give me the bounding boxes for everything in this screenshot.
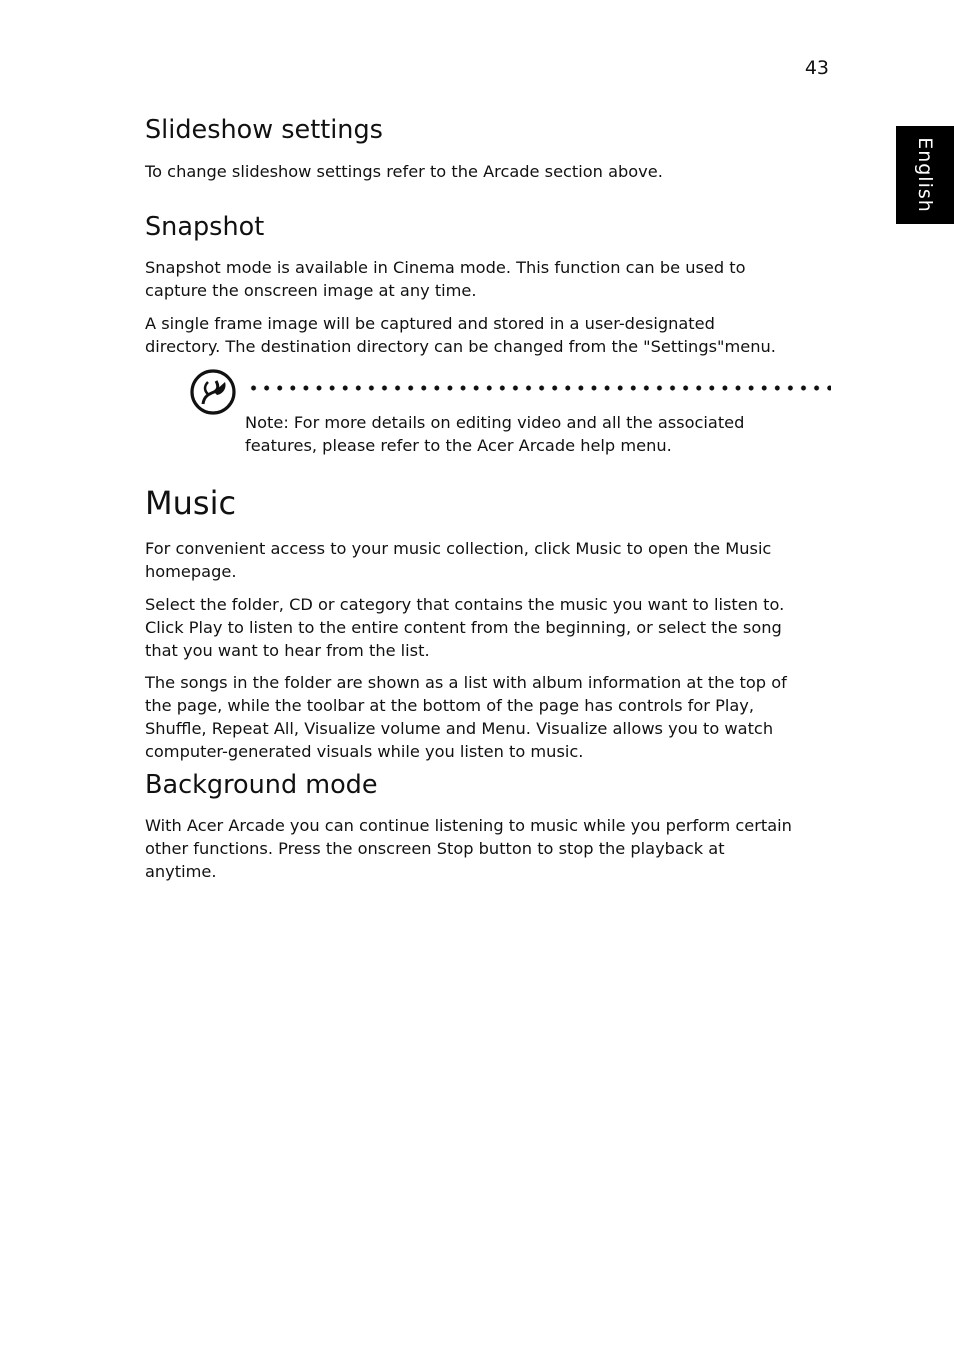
text-line: capture the onscreen image at any time. (145, 281, 477, 300)
text-run: button to stop the playback at (473, 839, 725, 858)
text-line: computer-generated visuals while you listen to music. (145, 742, 584, 761)
text-run: volume and (375, 719, 482, 738)
text-line: homepage. (145, 562, 237, 581)
music-paragraph-3 (145, 671, 835, 763)
text-line: anytime. (145, 862, 217, 881)
text-run: to listen to the entire content from the beginning, or select the song (222, 618, 782, 637)
language-tab-label: English (914, 137, 936, 213)
text-run: the page, while the toolbar at the bottom of the page has controls for (145, 696, 716, 715)
text-run: For convenient access to your music collection, click (145, 539, 576, 558)
note-icon (189, 368, 237, 416)
text-run: , (748, 696, 755, 715)
text-line: Snapshot mode is available in Cinema mode. This function can be used to (145, 258, 746, 277)
text-line: that you want to hear from the list. (145, 641, 430, 660)
text-run: , (293, 719, 305, 738)
ui-term-shuffle-repeat-all: Shuffle, Repeat All (145, 719, 294, 738)
heading-background-mode: Background mode (145, 770, 378, 800)
heading-slideshow-settings: Slideshow settings (145, 115, 383, 145)
slideshow-text: To change slideshow settings refer to the Arcade section above. (145, 162, 663, 181)
note-label: Note: (245, 413, 289, 432)
background-paragraph (145, 814, 835, 883)
ui-term-stop: Stop (436, 839, 474, 858)
text-line: With Acer Arcade you can continue listening to music while you perform certain (145, 816, 792, 835)
text-run: For more details on editing video and all the associated (288, 413, 745, 432)
snapshot-paragraph-1 (145, 256, 835, 302)
page-number: 43 (804, 57, 829, 79)
text-run: to open the Music (621, 539, 772, 558)
text-line: directory. The destination directory can be changed from the "Settings"menu. (145, 337, 776, 356)
music-paragraph-2 (145, 593, 835, 662)
ui-term-play: Play (715, 696, 749, 715)
language-tab (896, 126, 954, 224)
text-line: The songs in the folder are shown as a list with album information at the top of (145, 673, 787, 692)
ui-term-visualize: Visualize (304, 719, 376, 738)
ui-term-menu: Menu (481, 719, 526, 738)
ui-term-music: Music (575, 539, 622, 558)
text-line: features, please refer to the Acer Arcade help menu. (245, 436, 672, 455)
heading-music: Music (145, 484, 237, 522)
heading-snapshot: Snapshot (145, 212, 265, 242)
ui-term-play: Play (188, 618, 223, 637)
note-divider (247, 385, 831, 391)
snapshot-paragraph-2 (145, 312, 835, 358)
text-run: other functions. Press the onscreen (145, 839, 437, 858)
music-paragraph-1 (145, 537, 835, 583)
text-run: . Visualize allows you to watch (525, 719, 774, 738)
text-run: Click (145, 618, 189, 637)
text-line: A single frame image will be captured and stored in a user-designated (145, 314, 715, 333)
text-line: Select the folder, CD or category that contains the music you want to listen to. (145, 595, 785, 614)
note-text (245, 411, 744, 457)
